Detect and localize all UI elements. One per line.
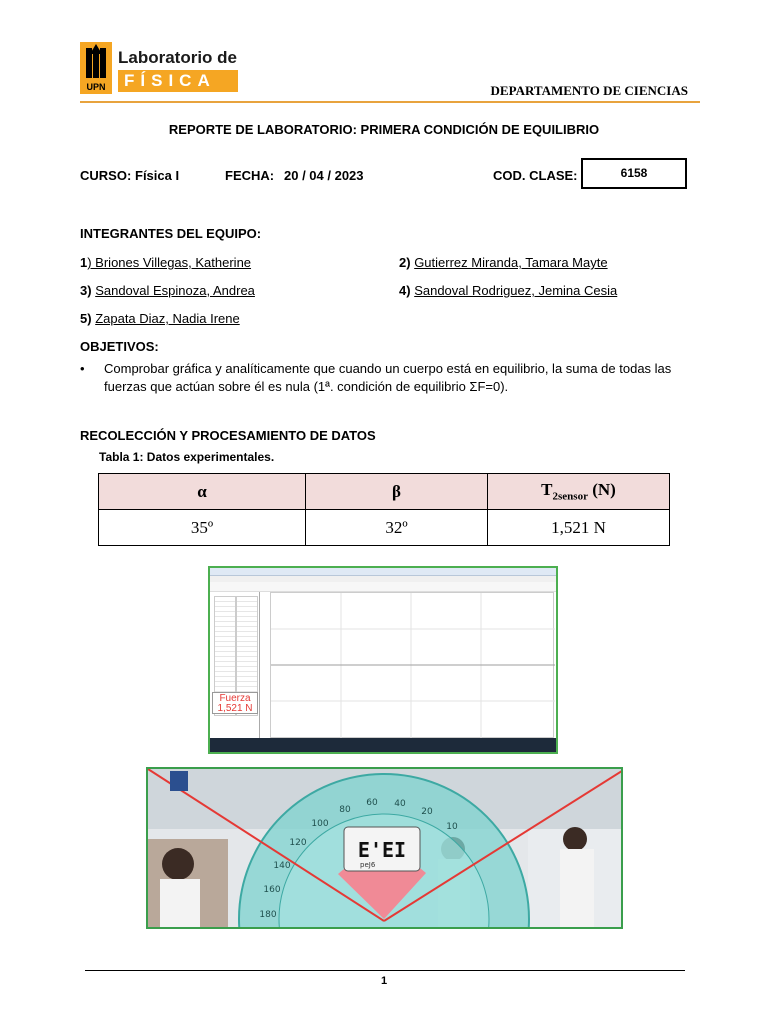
- member-1: [80, 255, 251, 270]
- team-heading: INTEGRANTES DEL EQUIPO:: [80, 226, 262, 241]
- logo-abbr: UPN: [86, 82, 106, 92]
- member-name: Sandoval Rodriguez, Jemina Cesia: [414, 283, 618, 298]
- svg-text:160: 160: [263, 885, 281, 895]
- screenshot-titlebar: [210, 568, 556, 576]
- logo-subtitle: FÍSICA: [118, 70, 238, 92]
- svg-text:140: 140: [273, 861, 291, 871]
- meta-row: [80, 168, 688, 192]
- member-5: [80, 311, 240, 326]
- tension-unit: (N): [587, 480, 616, 500]
- sensor-value: 1,521 N: [217, 703, 253, 714]
- screenshot-data-pane: [210, 592, 260, 740]
- member-number: 2): [399, 255, 411, 270]
- svg-text:120: 120: [289, 838, 307, 848]
- member-name: ) Briones Villegas, Katherine: [87, 255, 252, 270]
- page-number: 1: [380, 975, 388, 987]
- member-name: Gutierrez Miranda, Tamara Mayte: [414, 255, 608, 270]
- date-value: 20 / 04 / 2023: [284, 168, 364, 183]
- member-number: 3): [80, 283, 92, 298]
- course-value: Física I: [135, 168, 180, 183]
- bullet-icon: •: [80, 361, 85, 376]
- department-label: DEPARTAMENTO DE CIENCIAS: [490, 83, 688, 98]
- member-3: [80, 283, 255, 298]
- objectives-heading: OBJETIVOS:: [80, 339, 159, 354]
- data-heading: RECOLECCIÓN Y PROCESAMIENTO DE DATOS: [80, 428, 376, 443]
- member-2: [399, 255, 608, 270]
- display-reading: E'EI: [357, 838, 407, 862]
- objective-text: Comprobar gráfica y analíticamente que cuando un cuerpo está en equilibrio, la suma de todas las fuerzas que actúan sobre él es nula (1ª. condición de equilibrio ΣF=0).: [104, 361, 672, 394]
- protractor-photo: [146, 767, 623, 929]
- table-header-beta: β: [306, 474, 488, 510]
- protractor-scene: [148, 769, 623, 929]
- member-number: 5): [80, 311, 92, 326]
- graph-grid: [271, 593, 555, 739]
- svg-text:10: 10: [446, 822, 458, 832]
- svg-text:80: 80: [339, 805, 351, 815]
- sensor-readout: [212, 692, 258, 714]
- class-code-label: COD. CLASE:: [493, 168, 578, 183]
- tension-symbol: T: [541, 480, 553, 500]
- class-code-box: 6158: [581, 158, 687, 189]
- svg-text:180: 180: [259, 910, 277, 920]
- date-label: FECHA:: [225, 168, 275, 183]
- table-cell-alpha: 35º: [99, 510, 306, 546]
- lab-logo: [80, 42, 240, 94]
- sensor-label: Fuerza: [219, 693, 251, 704]
- software-screenshot: [208, 566, 558, 754]
- table-header-row: [99, 474, 670, 510]
- member-name: Sandoval Espinoza, Andrea: [95, 283, 255, 298]
- upn-logo-icon: [80, 42, 112, 94]
- document-title: REPORTE DE LABORATORIO: PRIMERA CONDICIÓN DE EQUILIBRIO: [168, 122, 600, 137]
- table-cell-beta: 32º: [306, 510, 488, 546]
- tension-subscript: 2sensor: [552, 490, 588, 503]
- logo-title: Laboratorio de: [118, 48, 238, 67]
- svg-text:20: 20: [421, 807, 433, 817]
- header-divider: [80, 101, 700, 103]
- member-number: 1: [80, 255, 88, 270]
- table-caption: Tabla 1: Datos experimentales.: [99, 450, 275, 464]
- member-name: Zapata Diaz, Nadia Irene: [95, 311, 240, 326]
- member-4: [399, 283, 617, 298]
- footer-divider: [85, 970, 685, 971]
- table-header-tension: [488, 474, 670, 510]
- svg-text:100: 100: [311, 819, 329, 829]
- data-table: [98, 473, 670, 546]
- table-row: [99, 510, 670, 546]
- screenshot-toolbar: [210, 582, 556, 592]
- table-header-alpha: α: [99, 474, 306, 510]
- screenshot-graph: [270, 592, 554, 738]
- screenshot-taskbar: [210, 738, 556, 752]
- course-label: CURSO:: [80, 168, 132, 183]
- svg-text:40: 40: [394, 799, 406, 809]
- svg-text:60: 60: [366, 798, 378, 808]
- table-cell-tension: 1,521 N: [488, 510, 670, 546]
- display-unit: peJ6: [360, 861, 376, 869]
- member-number: 4): [399, 283, 411, 298]
